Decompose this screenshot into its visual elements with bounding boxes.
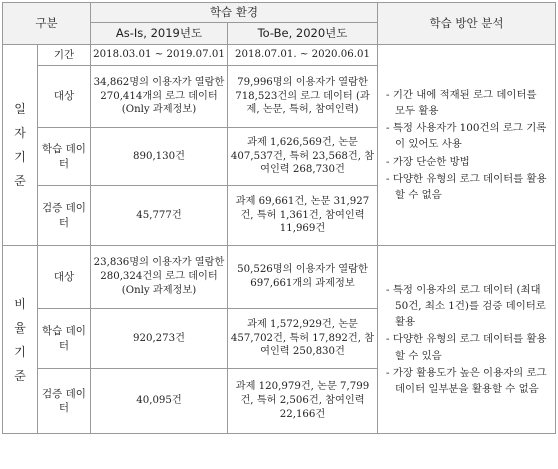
analysis-item: - 특정 사용자가 100건의 로그 기록이 있어도 사용: [386, 120, 547, 152]
analysis-ratio-basis: [378, 246, 556, 434]
row-label: 기간: [38, 45, 91, 66]
header-tobe: To-Be, 2020년도: [228, 23, 378, 45]
row-label: 학습 데이터: [38, 128, 91, 186]
analysis-item: - 가장 단순한 방법: [386, 154, 547, 170]
tobe-cell: 50,526명의 이용자가 열람한 697,661개의 과제정보: [228, 246, 378, 309]
analysis-item: - 다양한 유형의 로그 데이터를 활용할 수 있음: [386, 331, 547, 363]
analysis-item: - 가장 활용도가 높은 이용자의 로그 데이터 일부분을 활용할 수 없음: [386, 365, 547, 397]
tobe-cell: 79,996명의 이용자가 열람한 718,523건의 로그 데이터 (과제, 논문, 특허, 참여인력): [228, 66, 378, 128]
header-learning-environment: 학습 환경: [91, 3, 378, 23]
asis-cell: 23,836명의 이용자가 열람한 280,324건의 로그 데이터(Only 과제정보): [91, 246, 228, 309]
group-ratio-basis: 비 율 기 준: [3, 246, 38, 434]
asis-cell: 34,862명의 이용자가 열람한 270,414개의 로그 데이터(Only 과제정보): [91, 66, 228, 128]
header-category: 구분: [3, 3, 91, 45]
analysis-item: - 특정 이용자의 로그 데이터 (최대 50건, 최소 1건)를 검증 데이터로 활용: [386, 282, 547, 330]
tobe-cell: 과제 69,661건, 논문 31,927건, 특허 1,361건, 참여인력 11,969건: [228, 186, 378, 246]
asis-cell: 40,095건: [91, 369, 228, 434]
row-label: 검증 데이터: [38, 186, 91, 246]
tobe-cell: 과제 120,979건, 논문 7,799건, 특허 2,506건, 참여인력 22,166건: [228, 369, 378, 434]
comparison-table: [2, 2, 556, 434]
asis-cell: 890,130건: [91, 128, 228, 186]
row-label: 검증 데이터: [38, 369, 91, 434]
asis-cell: 2018.03.01 ~ 2019.07.01: [91, 45, 228, 66]
tobe-cell: 과제 1,572,929건, 논문 457,702건, 특허 17,892건, 참여인력 250,830건: [228, 309, 378, 369]
asis-cell: 920,273건: [91, 309, 228, 369]
row-label: 대상: [38, 246, 91, 309]
analysis-item: - 다양한 유형의 로그 데이터를 활용할 수 없음: [386, 171, 547, 203]
tobe-cell: 과제 1,626,569건, 논문 407,537건, 특허 23,568건, 참여인력 268,730건: [228, 128, 378, 186]
row-label: 대상: [38, 66, 91, 128]
analysis-date-basis: [378, 45, 556, 246]
header-analysis: 학습 방안 분석: [378, 3, 556, 45]
tobe-cell: 2018.07.01. ~ 2020.06.01: [228, 45, 378, 66]
header-asis: As-Is, 2019년도: [91, 23, 228, 45]
analysis-item: - 기간 내에 적재된 로그 데이터를 모두 활용: [386, 87, 547, 119]
asis-cell: 45,777건: [91, 186, 228, 246]
row-label: 학습 데이터: [38, 309, 91, 369]
group-date-basis: 일 자 기 준: [3, 45, 38, 246]
